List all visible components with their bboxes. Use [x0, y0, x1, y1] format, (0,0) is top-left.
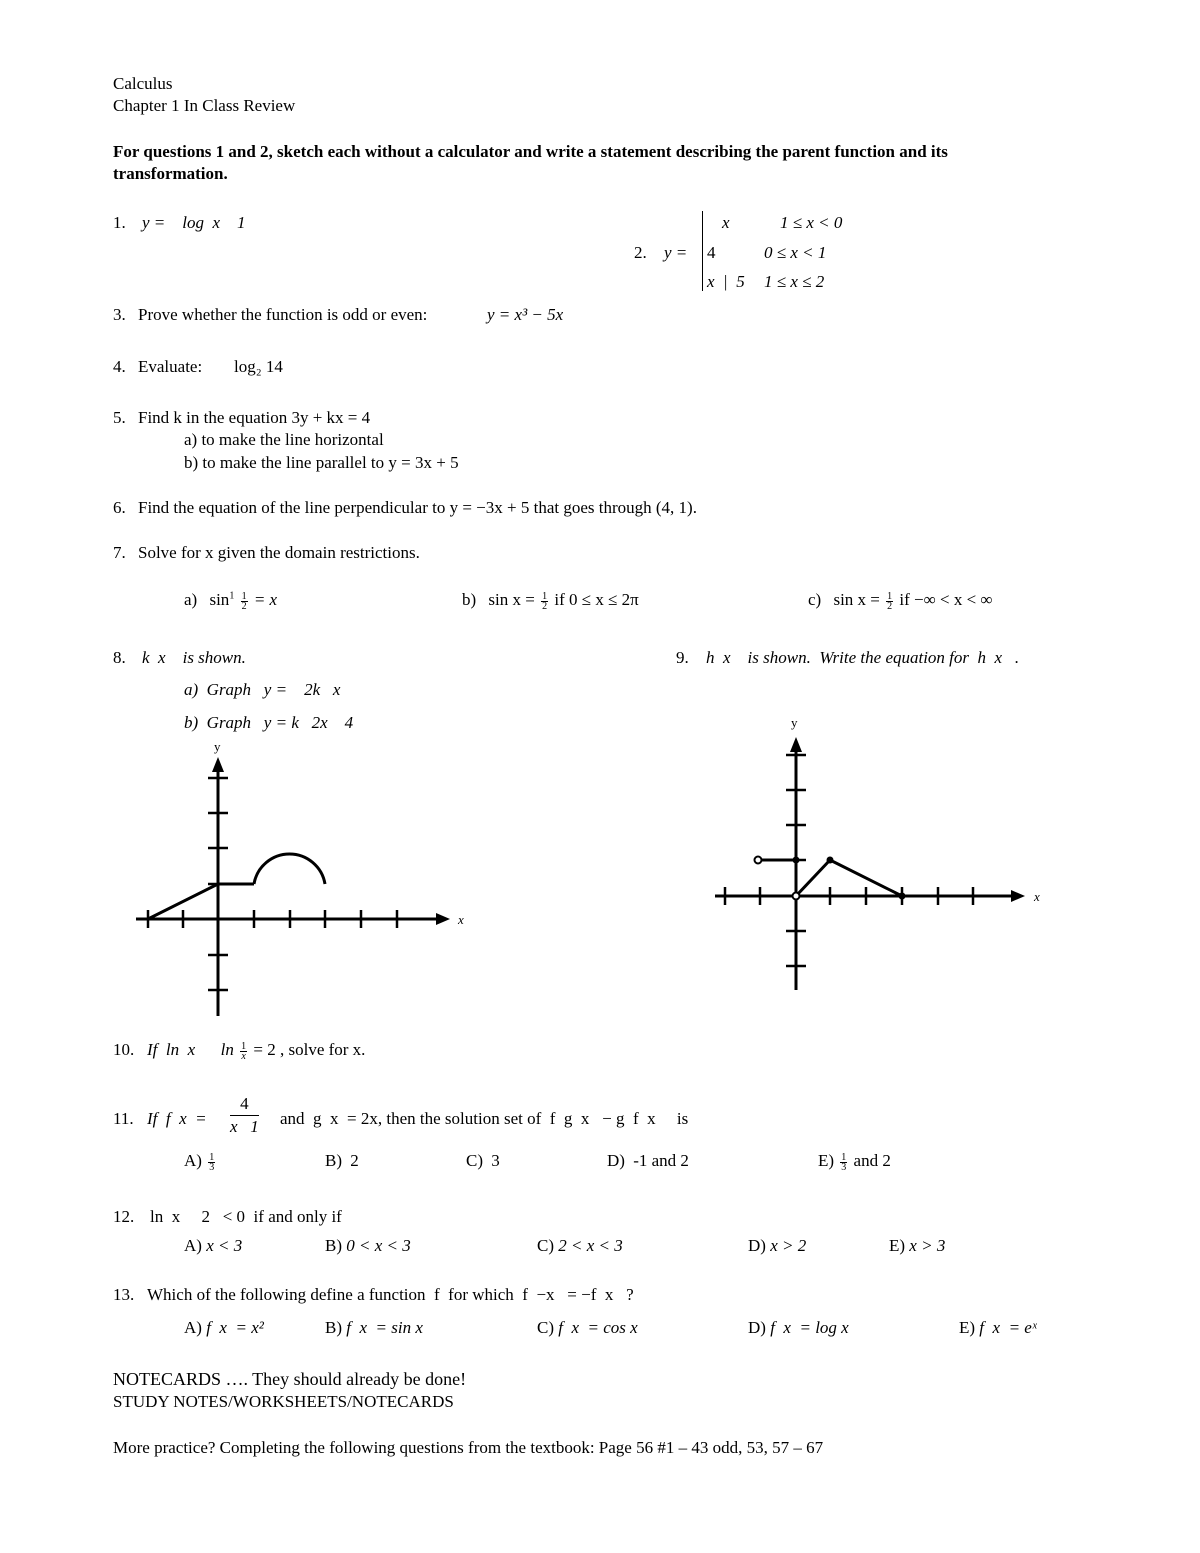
q12-choice-c-text: 2 < x < 3 — [558, 1236, 623, 1255]
q7-text: Solve for x given the domain restrictions. — [138, 543, 420, 562]
q1-expression: y = log x 1 — [142, 213, 246, 232]
q11-choice-d-text: -1 and 2 — [633, 1151, 689, 1170]
q11-numerator: 4 — [230, 1093, 259, 1116]
q11-choice-a-fraction — [208, 1153, 215, 1172]
q11-choice-a-label: A) — [184, 1151, 202, 1170]
q12-choice-c — [537, 1236, 623, 1256]
study-notes-line: STUDY NOTES/WORKSHEETS/NOTECARDS — [113, 1392, 454, 1411]
q9-open-point-origin — [793, 893, 800, 900]
q9-vertex-point — [827, 857, 834, 864]
q4-text: Evaluate: — [138, 357, 203, 376]
q7-b-denominator: 2 — [542, 600, 548, 612]
q11-choice-b-label: B) — [325, 1151, 342, 1170]
q7-c-numerator: 1 — [887, 590, 893, 602]
q13-choice-a-text: f x = x² — [206, 1318, 264, 1337]
q11-choice-a-num: 1 — [209, 1151, 215, 1163]
q12-choice-c-label: C) — [537, 1236, 554, 1255]
q9-segment-2 — [796, 860, 830, 896]
q2-case-2-f: 4 — [707, 243, 716, 262]
q7-a-label: a) — [184, 590, 198, 609]
q8-part-b: b) Graph y = k 2x 4 — [184, 713, 354, 732]
q11-denominator: x 1 — [230, 1117, 259, 1136]
q10-denominator: x — [241, 1050, 246, 1062]
q7-b-lhs: sin x = — [488, 590, 535, 609]
q13-choice-c-text: f x = cos x — [558, 1318, 638, 1337]
q12-choice-a — [184, 1236, 242, 1256]
q11-choice-e-label: E) — [818, 1151, 835, 1170]
q4-expression: log₂ 14 — [234, 357, 283, 376]
more-practice-line: More practice? Completing the following questions from the textbook: Page 56 #1 – 43 odd, 53, 57 – 67 — [113, 1438, 824, 1457]
q13-choice-b — [325, 1318, 423, 1338]
q1-number: 1. — [113, 213, 126, 232]
q7-a-numerator: 1 — [241, 590, 247, 602]
q11-choice-e-num: 1 — [841, 1151, 847, 1163]
q12-number: 12. — [113, 1207, 135, 1226]
q2-case-1-f: x — [722, 213, 730, 232]
q8-x-label: x — [458, 912, 464, 927]
q11-choice-e-den: 3 — [841, 1161, 847, 1173]
q11-choice-d — [607, 1151, 689, 1171]
q11-choice-c-label: C) — [466, 1151, 483, 1170]
q13-choice-a-label: A) — [184, 1318, 202, 1337]
q10-number: 10. — [113, 1040, 135, 1059]
q11-choice-a-den: 3 — [209, 1161, 215, 1173]
q7-c-domain: if −∞ < x < ∞ — [899, 590, 993, 609]
q5-part-b: b) to make the line parallel to y = 3x + 5 — [184, 453, 459, 472]
q9-x-label: x — [1034, 889, 1040, 904]
q2-case-1-cond: 1 ≤ x < 0 — [780, 213, 843, 232]
q13-choice-c — [537, 1318, 638, 1338]
q13-choice-e — [959, 1318, 1037, 1338]
q7-b-domain: if 0 ≤ x ≤ 2π — [554, 590, 639, 609]
q2-case-3-f: x | 5 — [707, 272, 745, 291]
chapter-title: Chapter 1 In Class Review — [113, 96, 296, 115]
q13-choice-d-label: D) — [748, 1318, 766, 1337]
notecards-note: NOTECARDS …. They should already be done! — [113, 1369, 467, 1389]
q10-rhs: = 2 , solve for x. — [253, 1040, 366, 1059]
q9-end-point — [899, 893, 906, 900]
q3-text: Prove whether the function is odd or even: — [138, 305, 428, 324]
q11-choice-e-text: and 2 — [853, 1151, 891, 1170]
q8-text: k x is shown. — [142, 648, 246, 667]
q11-fraction — [230, 1093, 259, 1138]
q12-choice-b-text: 0 < x < 3 — [346, 1236, 411, 1255]
q11-lhs: If f x = — [147, 1109, 207, 1128]
q6-text: Find the equation of the line perpendicular to y = −3x + 5 that goes through (4, 1). — [138, 498, 697, 517]
q4-number: 4. — [113, 357, 126, 376]
q11-number: 11. — [113, 1109, 134, 1128]
q13-choice-b-label: B) — [325, 1318, 342, 1337]
q13-choice-e-label: E) — [959, 1318, 976, 1337]
q10-numerator: 1 — [241, 1040, 247, 1052]
q13-choice-e-text: f x = eˣ — [979, 1318, 1037, 1337]
q7-b-numerator: 1 — [542, 590, 548, 602]
q5-text: Find k in the equation 3y + kx = 4 — [138, 408, 371, 427]
q12-choice-d-text: x > 2 — [770, 1236, 807, 1255]
q2-case-2-cond: 0 ≤ x < 1 — [764, 243, 827, 262]
q11-text: and g x = 2x, then the solution set of f g x − g f x is — [280, 1109, 689, 1128]
q13-choice-b-text: f x = sin x — [346, 1318, 423, 1337]
q9-y-arrow — [790, 737, 802, 752]
q7-a-denominator: 2 — [241, 600, 247, 612]
q12-choice-e-text: x > 3 — [909, 1236, 946, 1255]
q11-choice-b-text: 2 — [350, 1151, 359, 1170]
q9-y-label: y — [791, 715, 798, 730]
q11-choice-b — [325, 1151, 359, 1171]
q10-equation — [147, 1040, 365, 1061]
q10-lhs: If ln x ln — [147, 1040, 234, 1059]
q12-choice-a-label: A) — [184, 1236, 202, 1255]
q12-choice-d — [748, 1236, 806, 1256]
q8-part-a: a) Graph y = 2k x — [184, 680, 341, 699]
q9-x-arrow — [1011, 890, 1025, 902]
q11-choice-e — [818, 1151, 891, 1172]
q11-choice-c — [466, 1151, 500, 1171]
q8-number: 8. — [113, 648, 126, 667]
q7-c-label: c) — [808, 590, 822, 609]
instructions-line-1: For questions 1 and 2, sketch each without a calculator and write a statement describing the parent function and its — [113, 142, 948, 161]
q8-y-label: y — [214, 739, 221, 754]
instructions-line-2: transformation. — [113, 164, 228, 183]
q12-choice-a-text: x < 3 — [206, 1236, 243, 1255]
q10-fraction — [240, 1042, 247, 1061]
q3-expression: y = x³ − 5x — [487, 305, 564, 324]
q11-choice-d-label: D) — [607, 1151, 625, 1170]
course-title: Calculus — [113, 74, 173, 93]
q2-lhs: y = — [664, 243, 688, 262]
q11-choice-a — [184, 1151, 217, 1172]
q13-text: Which of the following define a function f for which f −x = −f x ? — [147, 1285, 634, 1304]
q13-choice-d — [748, 1318, 849, 1338]
q7-b-label: b) — [462, 590, 477, 609]
q7-a-exponent: 1 — [229, 590, 235, 602]
q12-choice-d-label: D) — [748, 1236, 766, 1255]
q6-number: 6. — [113, 498, 126, 517]
q2-number: 2. — [634, 243, 647, 262]
q7-a-func: sin — [209, 590, 230, 609]
q12-choice-b — [325, 1236, 411, 1256]
q9-open-point-left — [755, 857, 762, 864]
q7-a-rhs: = x — [253, 590, 278, 609]
q12-text: ln x 2 < 0 if and only if — [150, 1207, 342, 1226]
q2-case-3-cond: 1 ≤ x ≤ 2 — [764, 272, 825, 291]
q12-choice-e — [889, 1236, 945, 1256]
q11-choice-c-text: 3 — [491, 1151, 500, 1170]
q13-choice-d-text: f x = log x — [770, 1318, 849, 1337]
q12-choice-b-label: B) — [325, 1236, 342, 1255]
q9-closed-point — [793, 857, 800, 864]
q11-choice-e-fraction — [840, 1153, 847, 1172]
q7-c-lhs: sin x = — [833, 590, 880, 609]
q7-c-denominator: 2 — [887, 600, 893, 612]
q3-number: 3. — [113, 305, 126, 324]
q13-choice-a — [184, 1318, 264, 1338]
q13-choice-c-label: C) — [537, 1318, 554, 1337]
q13-number: 13. — [113, 1285, 135, 1304]
q7-number: 7. — [113, 543, 126, 562]
q12-choice-e-label: E) — [889, 1236, 906, 1255]
q5-number: 5. — [113, 408, 126, 427]
q5-part-a: a) to make the line horizontal — [184, 430, 384, 449]
q9-number: 9. — [676, 648, 689, 667]
q9-text: h x is shown. Write the equation for h x . — [706, 648, 1020, 667]
